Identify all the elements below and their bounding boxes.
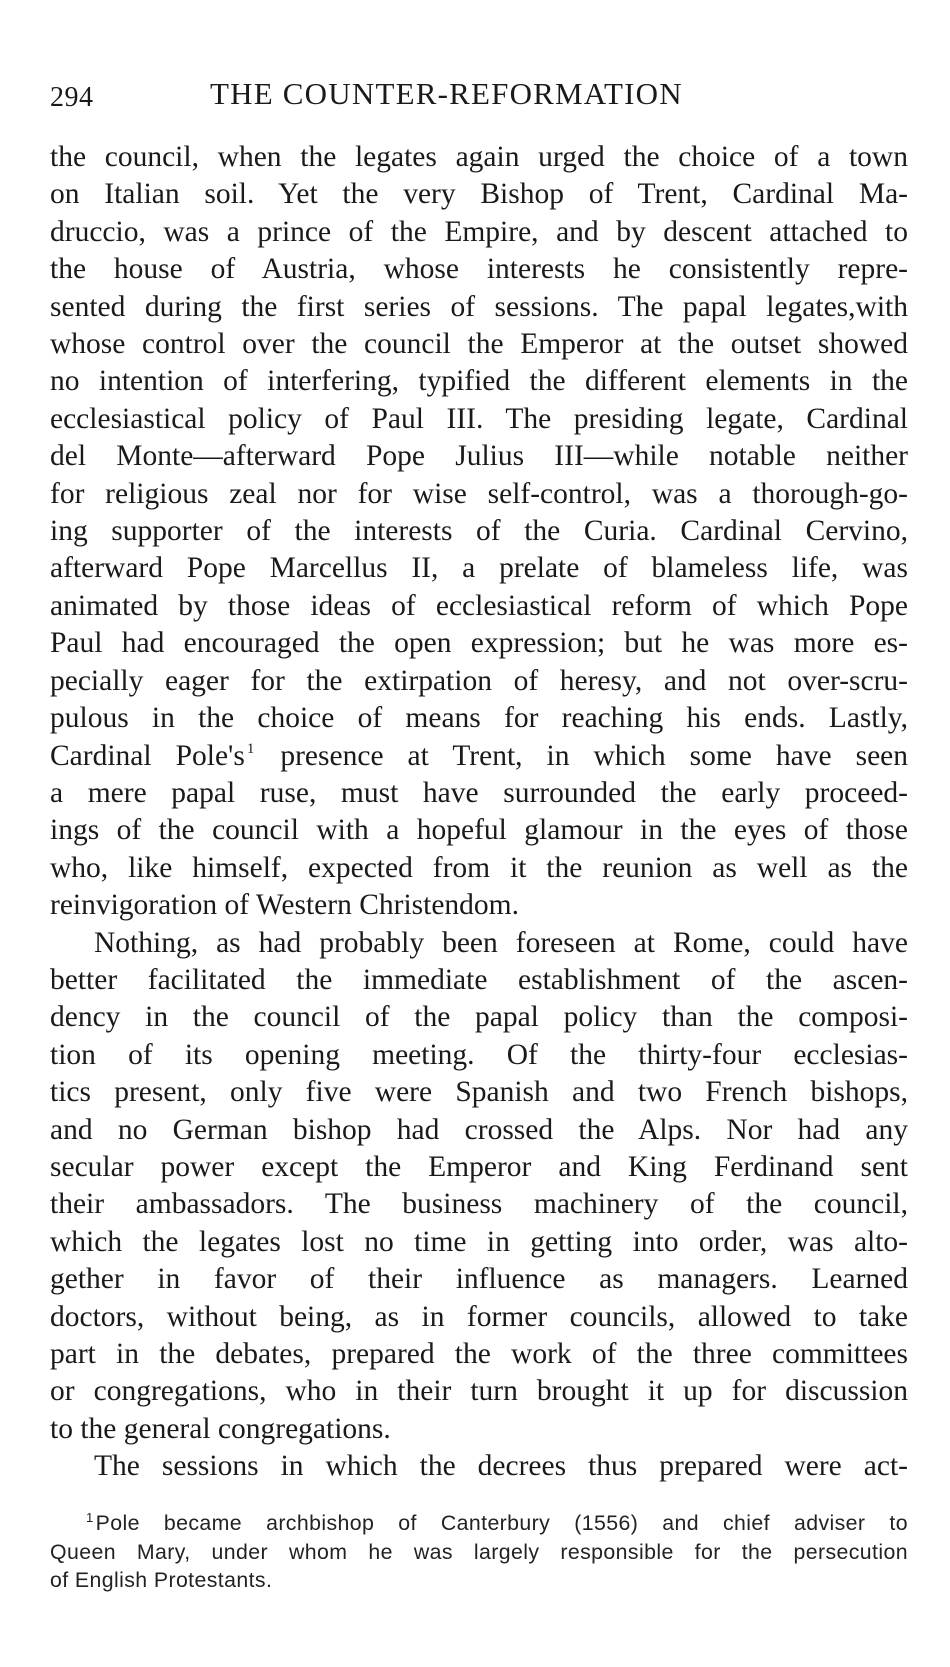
footnote-line: Queen Mary, under whom he was largely responsible for the persecution xyxy=(50,1539,908,1564)
text-line: who, like himself, expected from it the reunion as well as the xyxy=(50,851,908,884)
text-line: afterward Pope Marcellus II, a prelate of blameless life, was xyxy=(50,552,908,585)
text-line: pulous in the choice of means for reaching his ends. Lastly, xyxy=(50,702,908,735)
text-line: druccio, was a prince of the Empire, and by descent attached to xyxy=(50,215,908,248)
text-line: no intention of interfering, typified the different elements in the xyxy=(50,365,908,398)
footnote-line: of English Protestants. xyxy=(50,1568,273,1592)
text-fragment: presence at Trent, in which some have seen xyxy=(280,739,909,772)
footnote-reference[interactable]: 1 xyxy=(246,740,255,757)
text-line: for religious zeal nor for wise self-control, was a thorough-go- xyxy=(50,477,908,510)
text-line: their ambassadors. The business machinery of the council, xyxy=(50,1188,908,1221)
text-line: on Italian soil. Yet the very Bishop of Trent, Cardinal Ma- xyxy=(50,178,908,211)
text-line: better facilitated the immediate establishment of the ascen- xyxy=(50,963,908,996)
text-line: secular power except the Emperor and King Ferdinand sent xyxy=(50,1150,908,1183)
text-line: tics present, only five were Spanish and two French bishops, xyxy=(50,1076,908,1109)
text-line: ing supporter of the interests of the Curia. Cardinal Cervino, xyxy=(50,515,908,548)
text-line: or congregations, who in their turn brought it up for discussion xyxy=(50,1375,908,1408)
text-line: a mere papal ruse, must have surrounded the early proceed- xyxy=(50,776,908,809)
text-line-with-footnote-ref xyxy=(50,738,908,775)
text-fragment: Cardinal Pole's xyxy=(50,739,245,772)
paragraph-first-line: The sessions in which the decrees thus prepared were act- xyxy=(94,1450,908,1483)
text-line: whose control over the council the Emperor at the outset showed xyxy=(50,328,908,361)
text-line: tion of its opening meeting. Of the thirty-four ecclesias- xyxy=(50,1038,908,1071)
body-text xyxy=(50,139,908,1486)
footnote-line xyxy=(50,1509,908,1538)
text-line: dency in the council of the papal policy than the composi- xyxy=(50,1001,908,1034)
text-line: which the legates lost no time in getting into order, was alto- xyxy=(50,1225,908,1258)
text-line: and no German bishop had crossed the Alps. Nor had any xyxy=(50,1113,908,1146)
text-line: pecially eager for the extirpation of heresy, and not over-scru- xyxy=(50,664,908,697)
text-line: doctors, without being, as in former councils, allowed to take xyxy=(50,1300,908,1333)
text-line: the house of Austria, whose interests he consistently repre- xyxy=(50,253,908,286)
footnote-text: Pole became archbishop of Canterbury (1556) and chief adviser to xyxy=(95,1511,908,1535)
text-line: ecclesiastical policy of Paul III. The presiding legate, Cardinal xyxy=(50,402,908,435)
text-line: animated by those ideas of ecclesiastical reform of which Pope xyxy=(50,589,908,622)
text-line: gether in favor of their influence as managers. Learned xyxy=(50,1263,908,1296)
page-number: 294 xyxy=(50,82,94,113)
text-line: sented during the first series of sessions. The papal legates,with xyxy=(50,290,908,323)
text-line: ings of the council with a hopeful glamour in the eyes of those xyxy=(50,814,908,847)
footnote xyxy=(50,1509,908,1595)
paragraph-first-line: Nothing, as had probably been foreseen at Rome, could have xyxy=(94,926,908,959)
text-line: del Monte—afterward Pope Julius III—while notable neither xyxy=(50,440,908,473)
text-line: Paul had encouraged the open expression; but he was more es- xyxy=(50,627,908,660)
running-header xyxy=(50,72,904,116)
text-line: part in the debates, prepared the work of the three committees xyxy=(50,1338,908,1370)
footnote-marker: 1 xyxy=(86,1510,94,1525)
text-line: to the general congregations. xyxy=(50,1412,391,1445)
text-line: the council, when the legates again urged the choice of a town xyxy=(50,141,908,173)
running-title: THE COUNTER-REFORMATION xyxy=(210,76,683,111)
text-line: reinvigoration of Western Christendom. xyxy=(50,889,519,922)
